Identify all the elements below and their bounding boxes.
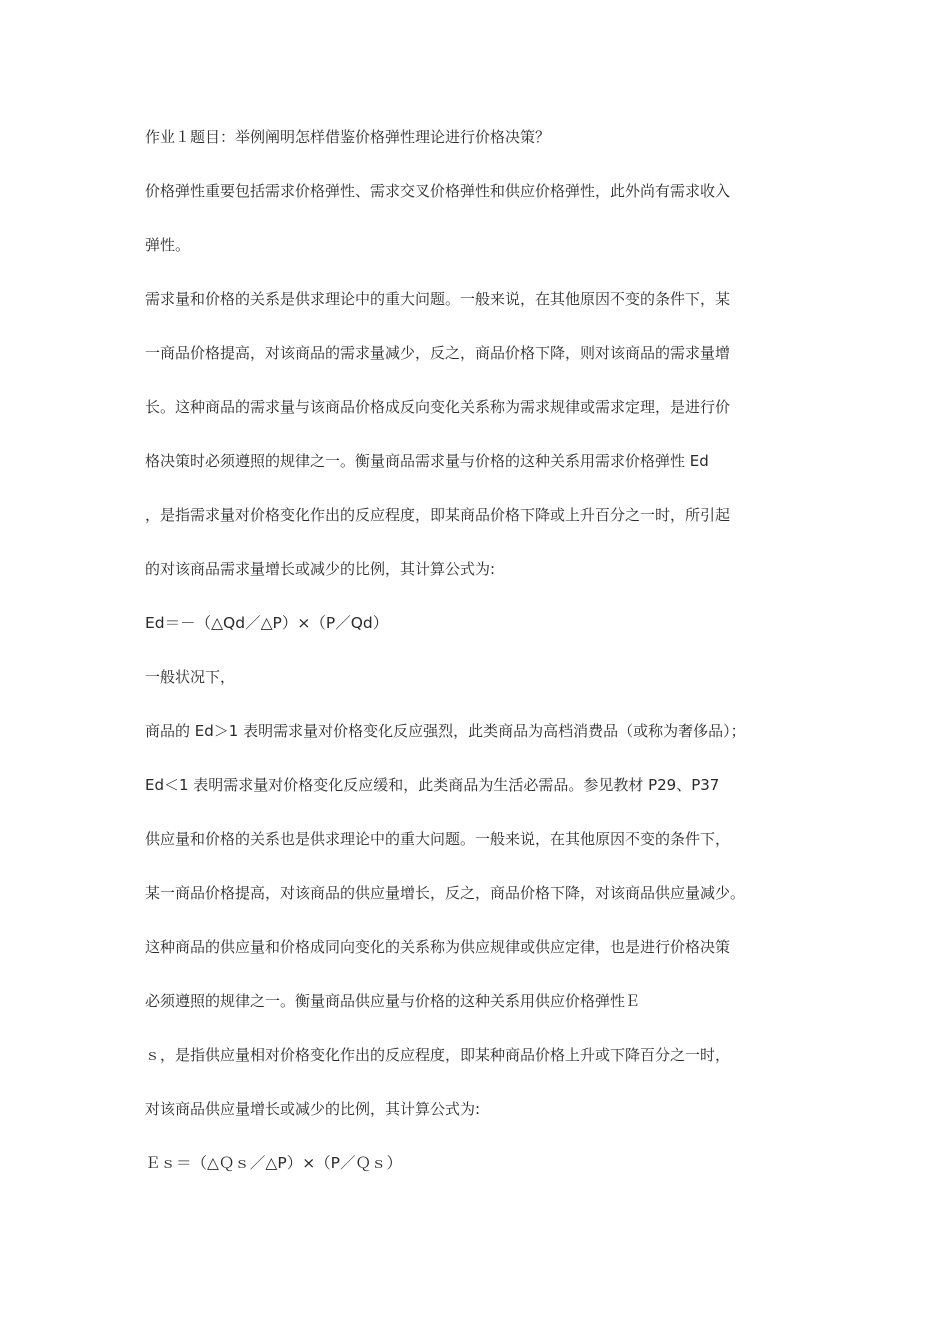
demand-elasticity-formula: Ed＝－（△Qd／△P）×（P／Qd） bbox=[145, 614, 389, 632]
text-line: ，是指需求量对价格变化作出的反应程度，即某商品价格下降或上升百分之一时，所引起 bbox=[145, 506, 731, 524]
text-line: 价格弹性重要包括需求价格弹性、需求交叉价格弹性和供应价格弹性，此外尚有需求收入 bbox=[145, 182, 731, 200]
text-line: 的对该商品需求量增长或减少的比例，其计算公式为: bbox=[145, 560, 496, 578]
document-body bbox=[145, 123, 825, 1203]
text-line: 商品的 Ed＞1 表明需求量对价格变化反应强烈，此类商品为高档消费品（或称为奢侈品）； bbox=[145, 722, 746, 740]
text-line: 需求量和价格的关系是供求理论中的重大问题。一般来说，在其他原因不变的条件下，某 bbox=[145, 290, 731, 308]
text-line: 必须遵照的规律之一。衡量商品供应量与价格的这种关系用供应价格弹性Ｅ bbox=[145, 992, 641, 1010]
text-line: 一商品价格提高，对该商品的需求量减少，反之，商品价格下降，则对该商品的需求量增 bbox=[145, 344, 731, 362]
text-line: ｓ，是指供应量相对价格变化作出的反应程度，即某种商品价格上升或下降百分之一时， bbox=[145, 1046, 731, 1064]
text-line: 长。这种商品的需求量与该商品价格成反向变化关系称为需求规律或需求定理，是进行价 bbox=[145, 398, 731, 416]
text-line: 弹性。 bbox=[145, 236, 191, 254]
text-line: Ed＜1 表明需求量对价格变化反应缓和，此类商品为生活必需品。参见教材 P29、P37 bbox=[145, 776, 720, 794]
supply-elasticity-formula: Ｅｓ＝（△Ｑｓ／△P）×（P／Ｑｓ） bbox=[145, 1154, 403, 1172]
text-line: 格决策时必须遵照的规律之一。衡量商品需求量与价格的这种关系用需求价格弹性 Ed bbox=[145, 452, 709, 470]
text-line: 某一商品价格提高，对该商品的供应量增长，反之，商品价格下降，对该商品供应量减少。 bbox=[145, 884, 746, 902]
text-line: 供应量和价格的关系也是供求理论中的重大问题。一般来说，在其他原因不变的条件下， bbox=[145, 830, 731, 848]
text-line: 对该商品供应量增长或减少的比例，其计算公式为: bbox=[145, 1100, 481, 1118]
text-line: 这种商品的供应量和价格成同向变化的关系称为供应规律或供应定律，也是进行价格决策 bbox=[145, 938, 731, 956]
text-line: 一般状况下， bbox=[145, 668, 236, 686]
assignment-title: 作业１题目：举例阐明怎样借鉴价格弹性理论进行价格决策？ bbox=[145, 128, 551, 146]
